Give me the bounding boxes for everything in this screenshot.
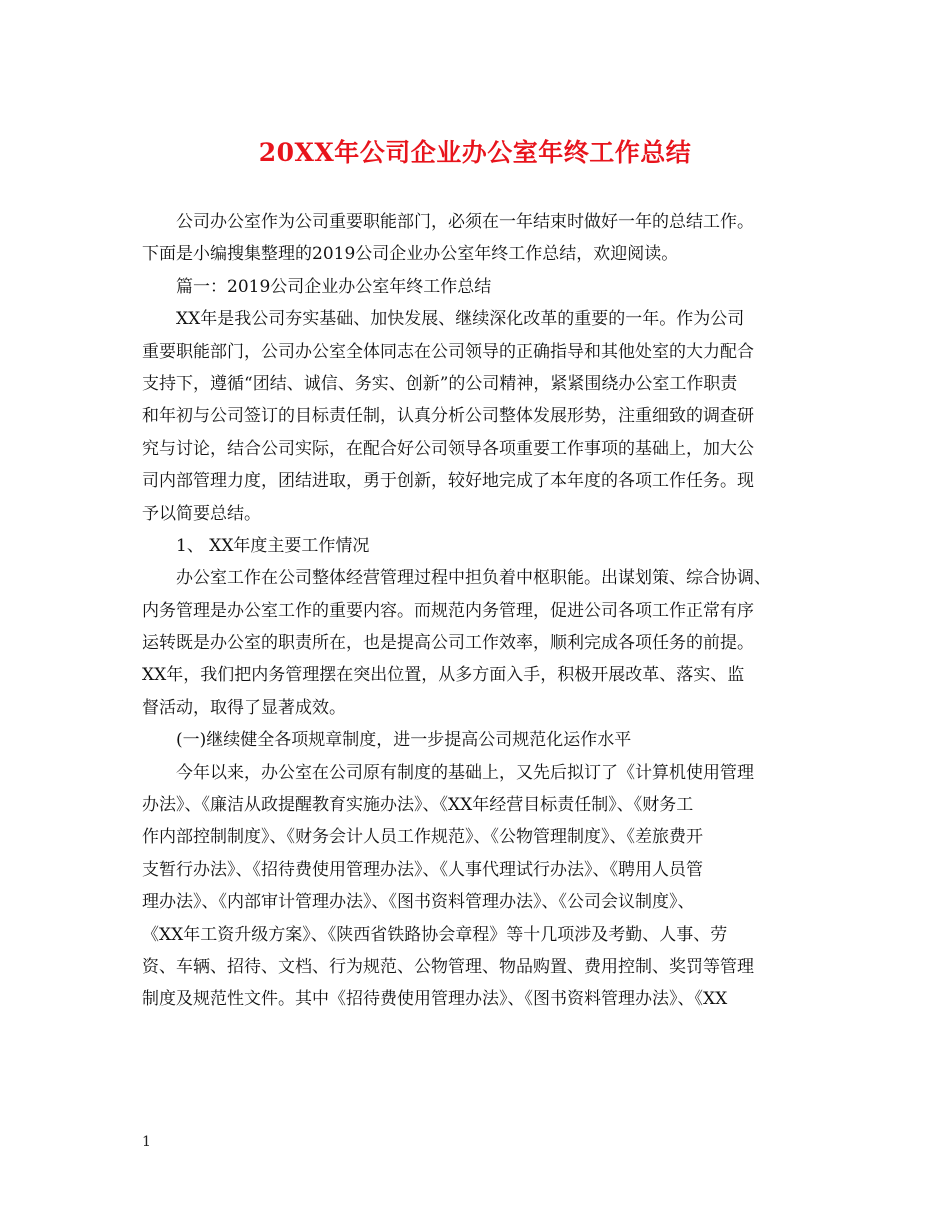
text-line: 和年初与公司签订的目标责任制，认真分析公司整体发展形势，注重细致的调查研 [142, 406, 754, 427]
subsection-heading: (一)继续健全各项规章制度，进一步提高公司规范化运作水平 [176, 730, 632, 751]
document-title: 20XX年公司企业办公室年终工作总结 [258, 138, 692, 167]
text-line: 办法》、《廉洁从政提醒教育实施办法》、《XX年经营目标责任制》、《财务工 [142, 795, 694, 816]
text-line: 办公室工作在公司整体经营管理过程中担负着中枢职能。出谋划策、综合协调、 [176, 568, 771, 589]
text-line: XX年是我公司夯实基础、加快发展、继续深化改革的重要的一年。作为公司 [176, 309, 745, 330]
text-line: 支暂行办法》、《招待费使用管理办法》、《人事代理试行办法》、《聘用人员管 [142, 859, 703, 880]
text-line: 司内部管理力度，团结进取，勇于创新，较好地完成了本年度的各项工作任务。现 [142, 471, 754, 492]
text-line: 作内部控制制度》、《财务会计人员工作规范》、《公物管理制度》、《差旅费开 [142, 827, 703, 848]
section-heading: 篇一：2019公司企业办公室年终工作总结 [176, 276, 492, 297]
text-line: 督活动，取得了显著成效。 [142, 697, 346, 718]
text-line: 重要职能部门，公司办公室全体同志在公司领导的正确指导和其他处室的大力配合 [142, 341, 754, 362]
text-line: 究与讨论，结合公司实际，在配合好公司领导各项重要工作事项的基础上，加大公 [142, 438, 754, 459]
text-line: 制度及规范性文件。其中《招待费使用管理办法》、《图书资料管理办法》、《XX [142, 989, 728, 1010]
text-line: 公司办公室作为公司重要职能部门，必须在一年结束时做好一年的总结工作。 [176, 212, 754, 232]
text-line: 运转既是办公室的职责所在，也是提高公司工作效率，顺利完成各项任务的前提。 [142, 633, 754, 654]
text-line: 予以简要总结。 [142, 503, 261, 524]
text-line: 下面是小编搜集整理的2019公司企业办公室年终工作总结，欢迎阅读。 [142, 244, 679, 265]
text-line: 今年以来，办公室在公司原有制度的基础上，又先后拟订了《计算机使用管理 [176, 762, 754, 783]
text-line: 支持下，遵循“团结、诚信、务实、创新”的公司精神，紧紧围绕办公室工作职责 [142, 373, 738, 394]
text-line: 理办法》、《内部审计管理办法》、《图书资料管理办法》、《公司会议制度》、 [142, 892, 695, 913]
document-body [142, 206, 822, 1016]
text-line: 内务管理是办公室工作的重要内容。而规范内务管理，促进公司各项工作正常有序 [142, 600, 754, 621]
section-heading: 1、 XX年度主要工作情况 [176, 535, 370, 556]
text-line: 资、车辆、招待、文档、行为规范、公物管理、物品购置、费用控制、奖罚等管理 [142, 956, 754, 977]
text-line: 《XX年工资升级方案》、《陕西省铁路协会章程》等十几项涉及考勤、人事、劳 [142, 924, 728, 945]
text-line: XX年，我们把内务管理摆在突出位置，从多方面入手，积极开展改革、落实、监 [142, 665, 745, 686]
page-number: 1 [142, 1134, 151, 1150]
